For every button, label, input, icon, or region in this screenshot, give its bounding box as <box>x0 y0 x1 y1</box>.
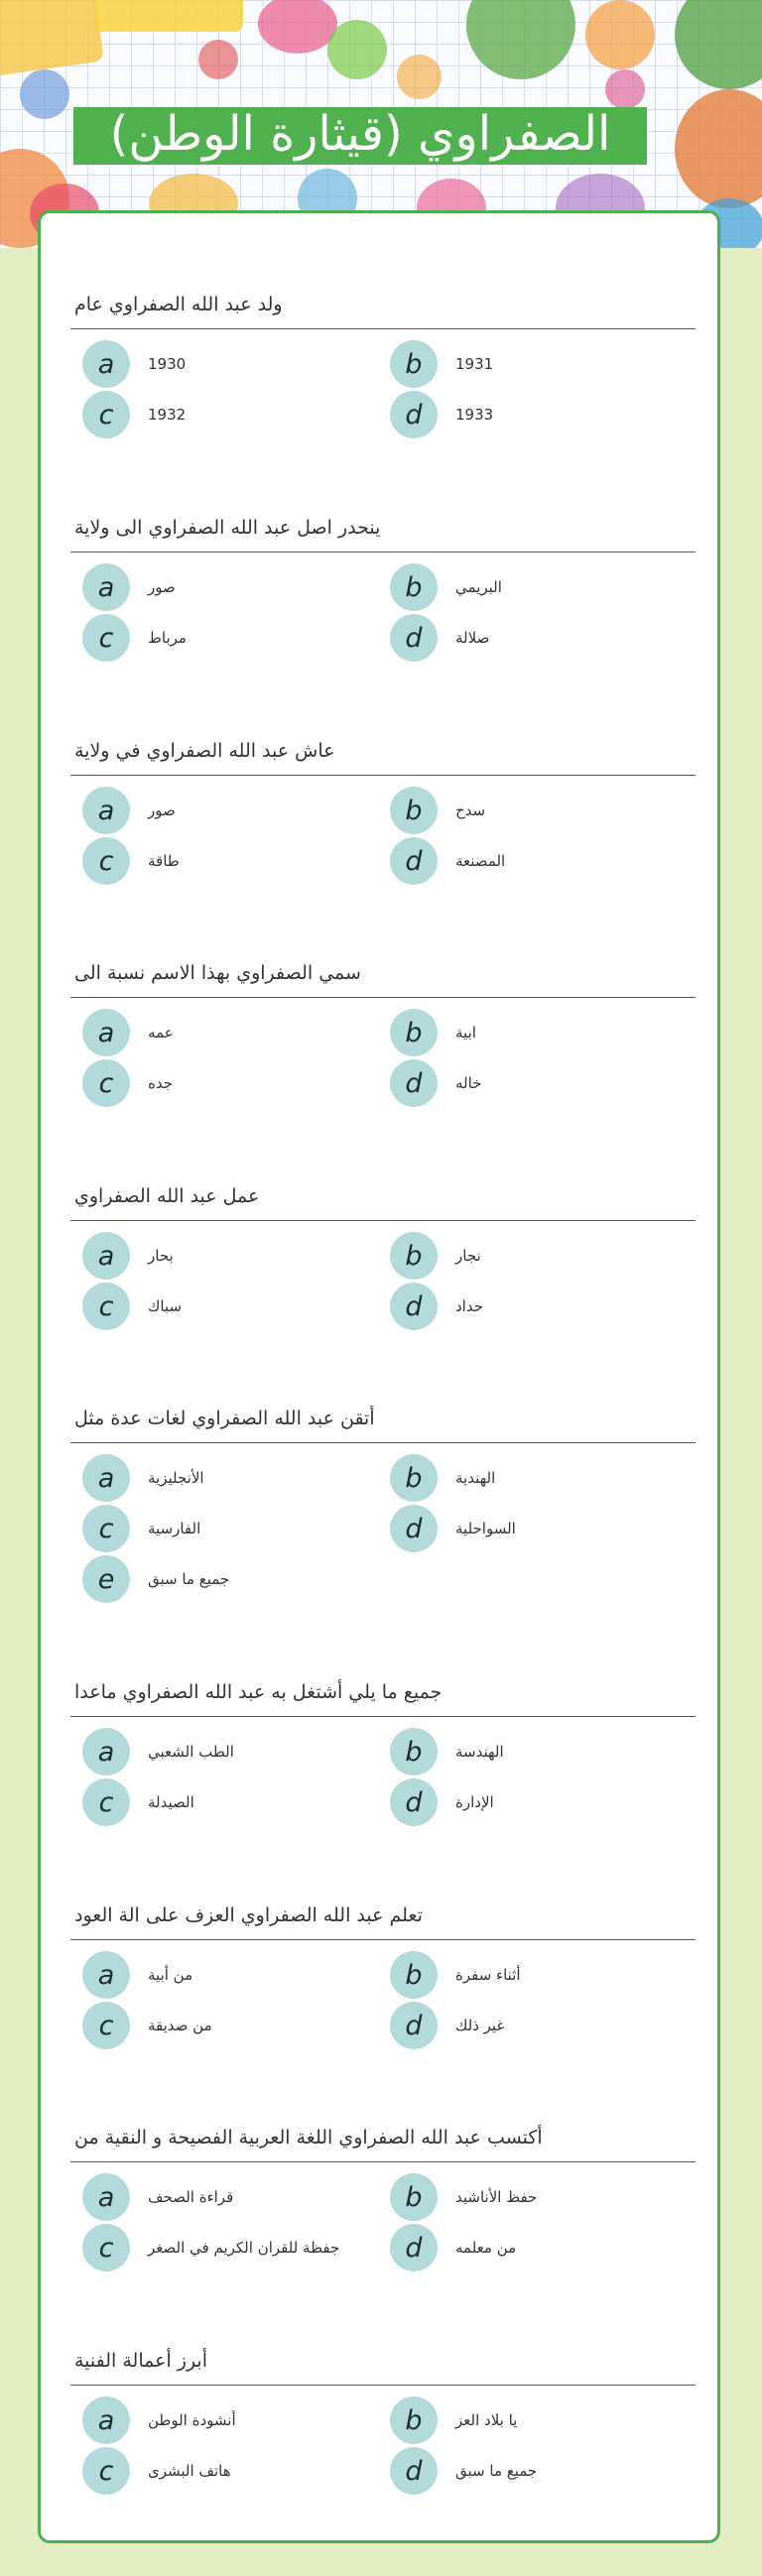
option-letter: a <box>82 1728 130 1776</box>
option-letter: c <box>82 2224 130 2271</box>
option-label: عمه <box>148 1024 174 1042</box>
option-letter: b <box>390 2396 438 2444</box>
option-label: حفظ الأناشيد <box>455 2188 538 2206</box>
question-1 <box>74 281 690 430</box>
option-label: جميع ما سبق <box>455 2462 538 2480</box>
option-d[interactable] <box>382 1504 680 1553</box>
option-label: البريمي <box>455 578 502 596</box>
option-d[interactable] <box>382 2446 680 2496</box>
option-letter: b <box>390 1009 438 1056</box>
option-label: غير ذلك <box>455 2017 505 2034</box>
question-9 <box>74 2114 690 2264</box>
question-text: ولد عبد الله الصفراوي عام <box>74 294 283 315</box>
option-letter: c <box>82 1505 130 1552</box>
option-a[interactable] <box>74 562 372 612</box>
option-c[interactable] <box>74 1778 372 1827</box>
option-letter: e <box>82 1555 130 1603</box>
option-letter: d <box>390 614 438 662</box>
option-letter: c <box>82 1059 130 1107</box>
question-10 <box>74 2337 690 2487</box>
question-divider <box>70 1716 696 1717</box>
question-8 <box>74 1892 690 2041</box>
option-letter: b <box>390 1454 438 1502</box>
option-a[interactable] <box>74 1950 372 2000</box>
question-text: عمل عبد الله الصفراوي <box>74 1185 260 1207</box>
question-text: أبرز أعمالة الفنية <box>74 2350 208 2372</box>
question-6 <box>74 1395 690 1595</box>
question-text: سمي الصفراوي بهذا الاسم نسبة الى <box>74 962 361 984</box>
option-letter: b <box>390 1951 438 1999</box>
option-letter: a <box>82 1951 130 1999</box>
question-divider <box>70 775 696 776</box>
option-label: صلالة <box>455 629 490 647</box>
option-d[interactable] <box>382 613 680 663</box>
option-b[interactable] <box>382 2395 680 2445</box>
option-label: صور <box>148 578 176 596</box>
option-d[interactable] <box>382 1282 680 1331</box>
option-letter: a <box>82 1009 130 1056</box>
question-divider <box>70 997 696 998</box>
question-text: أتقن عبد الله الصفراوي لغات عدة مثل <box>74 1408 375 1429</box>
option-letter: d <box>390 391 438 438</box>
option-letter: a <box>82 787 130 834</box>
option-c[interactable] <box>74 2223 372 2272</box>
option-letter: b <box>390 563 438 611</box>
option-c[interactable] <box>74 613 372 663</box>
question-divider <box>70 1939 696 1940</box>
option-letter: c <box>82 2002 130 2049</box>
option-label: الإدارة <box>455 1793 494 1811</box>
option-b[interactable] <box>382 2172 680 2222</box>
option-b[interactable] <box>382 339 680 389</box>
option-letter: a <box>82 1232 130 1280</box>
option-b[interactable] <box>382 1231 680 1281</box>
option-letter: a <box>82 1454 130 1502</box>
option-label: أثناء سفرة <box>455 1966 521 1984</box>
option-b[interactable] <box>382 1008 680 1057</box>
option-c[interactable] <box>74 1282 372 1331</box>
option-letter: a <box>82 2396 130 2444</box>
option-label: 1933 <box>455 406 494 424</box>
option-letter: c <box>82 1283 130 1330</box>
question-5 <box>74 1172 690 1322</box>
option-letter: c <box>82 1779 130 1826</box>
option-label: سباك <box>148 1297 183 1315</box>
option-c[interactable] <box>74 836 372 886</box>
option-letter: d <box>390 2002 438 2049</box>
option-label: مرباط <box>148 629 187 647</box>
question-divider <box>70 328 696 329</box>
option-a[interactable] <box>74 1727 372 1777</box>
option-b[interactable] <box>382 1950 680 2000</box>
option-c[interactable] <box>74 1058 372 1108</box>
option-letter: c <box>82 2447 130 2495</box>
question-3 <box>74 727 690 877</box>
option-letter: a <box>82 2173 130 2221</box>
option-letter: c <box>82 837 130 885</box>
option-label: الهندية <box>455 1469 496 1487</box>
option-label: جميع ما سبق <box>148 1570 230 1588</box>
question-text: أكتسب عبد الله الصفراوي اللغة العربية الفصيحة و النقية من <box>74 2127 543 2148</box>
option-letter: b <box>390 1232 438 1280</box>
option-label: 1931 <box>455 355 494 373</box>
option-c[interactable] <box>74 2446 372 2496</box>
option-a[interactable] <box>74 2172 372 2222</box>
option-d[interactable] <box>382 390 680 439</box>
option-c[interactable] <box>74 1504 372 1553</box>
option-b[interactable] <box>382 1727 680 1777</box>
option-label: أنشودة الوطن <box>148 2411 236 2429</box>
option-letter: a <box>82 563 130 611</box>
option-label: من معلمه <box>455 2239 517 2257</box>
option-label: طاقة <box>148 852 180 870</box>
option-a[interactable] <box>74 339 372 389</box>
option-c[interactable] <box>74 2001 372 2050</box>
option-a[interactable] <box>74 786 372 835</box>
question-divider <box>70 2161 696 2162</box>
option-b[interactable] <box>382 562 680 612</box>
option-label: من صديقة <box>148 2017 212 2034</box>
option-d[interactable] <box>382 2223 680 2272</box>
option-letter: d <box>390 1283 438 1330</box>
option-label: 1932 <box>148 406 187 424</box>
option-label: خاله <box>455 1074 482 1092</box>
option-label: سدح <box>455 801 486 819</box>
option-label: قراءة الصحف <box>148 2188 234 2206</box>
page-title: الصفراوي (قيثارة الوطن) <box>109 106 611 162</box>
option-letter: b <box>390 340 438 388</box>
question-divider <box>70 2385 696 2386</box>
option-a[interactable] <box>74 1231 372 1281</box>
option-label: الأنجليزية <box>148 1469 204 1487</box>
question-4 <box>74 949 690 1099</box>
option-letter: b <box>390 2173 438 2221</box>
option-d[interactable] <box>382 1778 680 1827</box>
question-text: ينحدر اصل عبد الله الصفراوي الى ولاية <box>74 517 381 539</box>
option-label: بحار <box>148 1247 174 1265</box>
option-b[interactable] <box>382 786 680 835</box>
option-c[interactable] <box>74 390 372 439</box>
option-label: السواحلية <box>455 1520 516 1537</box>
question-7 <box>74 1668 690 1818</box>
question-divider <box>70 1220 696 1221</box>
option-d[interactable] <box>382 836 680 886</box>
option-label: حداد <box>455 1297 483 1315</box>
option-a[interactable] <box>74 1453 372 1503</box>
option-label: يا بلاد العز <box>455 2411 518 2429</box>
option-e[interactable] <box>74 1554 372 1604</box>
option-a[interactable] <box>74 2395 372 2445</box>
option-letter: d <box>390 2447 438 2495</box>
option-label: ابية <box>455 1024 476 1042</box>
option-letter: c <box>82 391 130 438</box>
option-letter: a <box>82 340 130 388</box>
option-label: جده <box>148 1074 174 1092</box>
option-label: 1930 <box>148 355 187 373</box>
option-label: الفارسية <box>148 1520 201 1537</box>
option-letter: c <box>82 614 130 662</box>
question-text: تعلم عبد الله الصفراوي العزف على الة العود <box>74 1904 423 1926</box>
option-letter: b <box>390 1728 438 1776</box>
option-label: الصيدلة <box>148 1793 194 1811</box>
option-label: المصنعة <box>455 852 506 870</box>
worksheet-card <box>38 210 720 2543</box>
option-label: من أبية <box>148 1966 193 1984</box>
option-letter: b <box>390 787 438 834</box>
option-label: صور <box>148 801 176 819</box>
option-a[interactable] <box>74 1008 372 1057</box>
option-d[interactable] <box>382 2001 680 2050</box>
option-letter: d <box>390 1505 438 1552</box>
option-label: هاتف البشرى <box>148 2462 231 2480</box>
question-text: جميع ما يلي أشتغل به عبد الله الصفراوي ماعدا <box>74 1681 443 1703</box>
option-label: الهندسة <box>455 1743 504 1761</box>
option-d[interactable] <box>382 1058 680 1108</box>
option-label: جفظة للقران الكريم في الصغر <box>148 2239 340 2257</box>
option-letter: d <box>390 1059 438 1107</box>
option-label: الطب الشعبي <box>148 1743 234 1761</box>
option-letter: d <box>390 837 438 885</box>
question-text: عاش عبد الله الصفراوي في ولاية <box>74 740 335 762</box>
question-2 <box>74 504 690 654</box>
question-divider <box>70 1442 696 1443</box>
option-letter: d <box>390 1779 438 1826</box>
option-letter: d <box>390 2224 438 2271</box>
option-b[interactable] <box>382 1453 680 1503</box>
option-label: نجار <box>455 1247 481 1265</box>
